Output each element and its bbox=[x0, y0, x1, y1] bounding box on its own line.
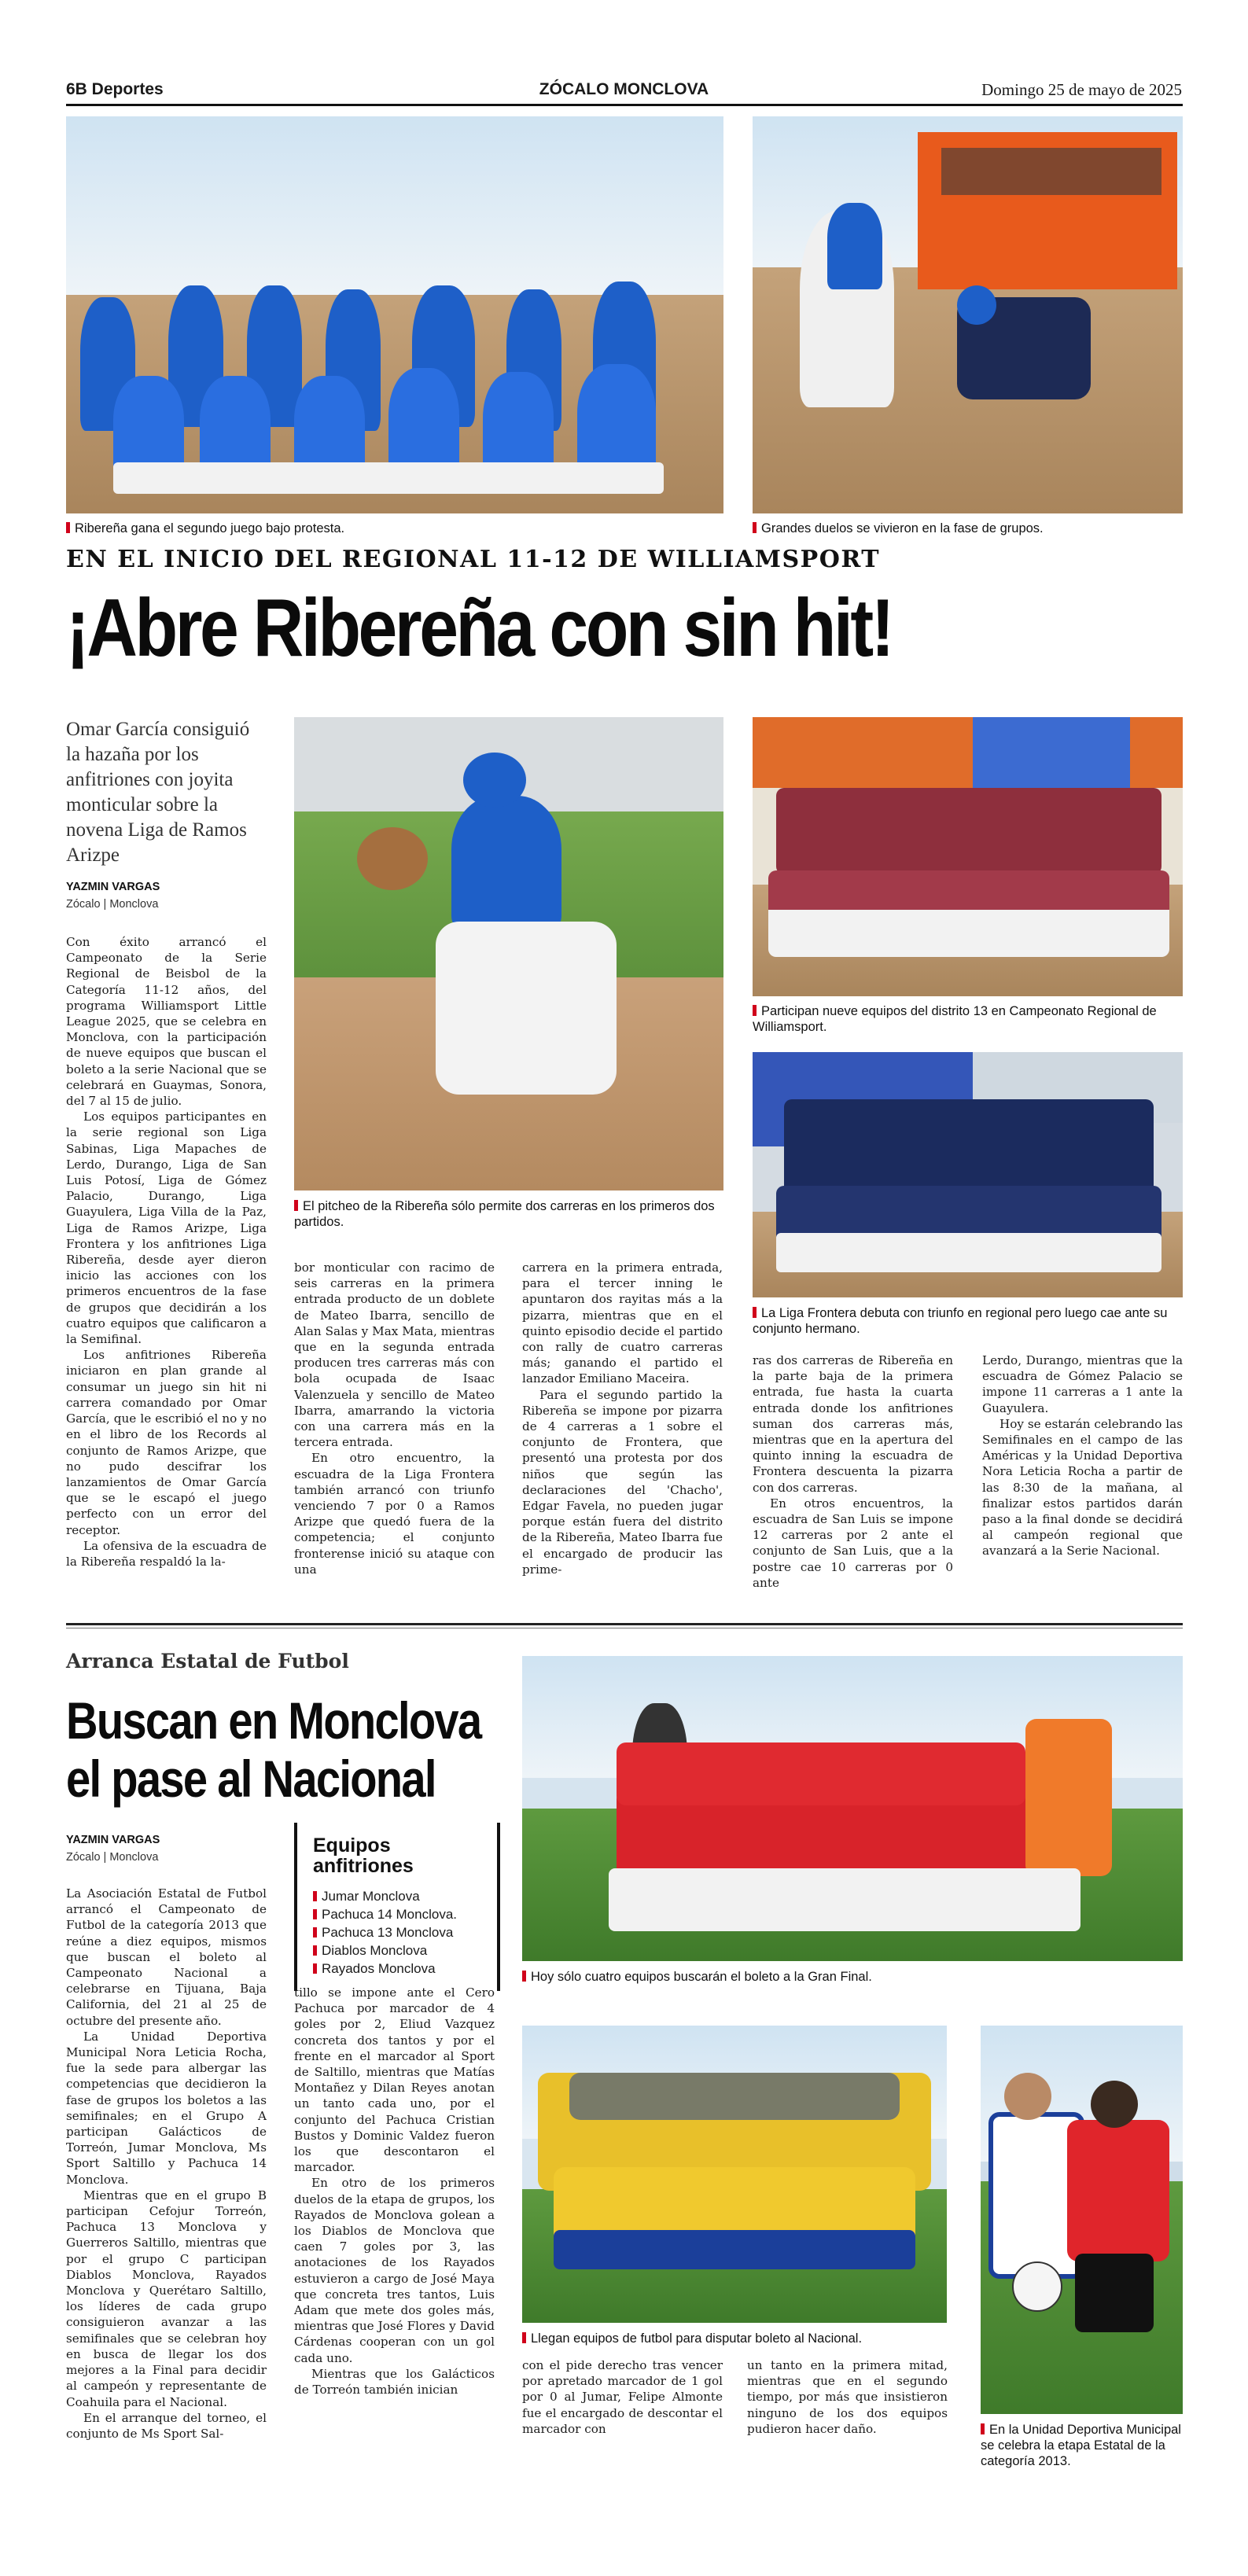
story1-paragraph: Con éxito arrancó el Campeonato de la Serie Regional de Beisbol de la Categoría 11-12 años, del programa Williamsport Little League 2025, que se celebra en Monclova, con la participación de nueve equipos que buscan el boleto a la serie Nacional que se celebrará en Guaymas, Sonora, del 7 al 15 de julio. bbox=[66, 935, 267, 1109]
story2-headline-line2: el pase al Nacional bbox=[66, 1750, 436, 1808]
story2-paragraph: Mientras que los Galácticos de Torreón también inician bbox=[294, 2366, 495, 2398]
story1-headline: ¡Abre Ribereña con sin hit! bbox=[66, 583, 893, 674]
photo-soccer-yellow-team bbox=[522, 2026, 947, 2323]
caption-photo-2: Grandes duelos se vivieron en la fase de grupos. bbox=[753, 521, 1183, 536]
photo-baseball-slide bbox=[753, 116, 1183, 513]
photo-pitcher bbox=[294, 717, 723, 1190]
story1-paragraph: Los equipos participantes en la serie regional son Liga Sabinas, Liga Mapaches de Lerdo, Durango, Liga de San Luis Potosí, Liga de Gómez Palacio, Durango, Liga Guayulera, Liga Villa de la Paz, Liga de Ramos Arizpe, Liga Frontera y los anfitriones Liga Ribereña, desde ayer dieron inicio las acciones con los primeros encuentros de la fase de grupos que decidirán a los cuatro equipos que calificaron a la Semifinal. bbox=[66, 1110, 267, 1347]
story2-paragraph: La Unidad Deportiva Municipal Nora Leticia Rocha, fue la sede para albergar las competencias que decidieron la fase de grupos los boletos a las semifinales; en el Grupo A participan Galácticos de Torreón, Jumar Monclova, Ms Sport Saltillo y Pachuca 14 Monclova. bbox=[66, 2029, 267, 2187]
section-label: 6B Deportes bbox=[66, 80, 164, 98]
story2-outlet: Zócalo | Monclova bbox=[66, 1851, 159, 1864]
story1-paragraph: Para el segundo partido la Ribereña se impone por pizarra de 4 carreras a 1 sobre el conjunto de Frontera, que presentó una protesta por dos niños que según las declaraciones del 'Chacho', Edgar Favela, no pueden jugar porque están fuera del distrito de la Ribereña, Mateo Ibarra fue el encargado de producir las prime- bbox=[522, 1387, 723, 1577]
story1-kicker: EN EL INICIO DEL REGIONAL 11-12 DE WILLIAMSPORT bbox=[66, 546, 881, 573]
caption-photo-5: La Liga Frontera debuta con triunfo en regional pero luego cae ante su conjunto hermano. bbox=[753, 1306, 1168, 1336]
story1-paragraph: Lerdo, Durango, mientras que la escuadra de Gómez Palacio se impone 11 carreras a 1 ante la Guayulera. bbox=[982, 1353, 1183, 1415]
story1-column-5 bbox=[982, 1352, 1183, 1559]
host-team-item: Jumar Monclova bbox=[313, 1887, 483, 1905]
photo-team-district13 bbox=[753, 717, 1183, 996]
story2-column-4 bbox=[747, 2357, 948, 2437]
story2-paragraph: En otro de los primeros duelos de la etapa de grupos, los Rayados de Monclova golean a los Diablos de Monclova que caen 7 goles por 3, las anotaciones de los Rayados estuvieron a cargo de José Maya que concreta tres tantos, Luis Adam que mete dos goles más, mientras que José Flores y David Cárdenas cooperan con un gol cada uno. bbox=[294, 2176, 495, 2365]
caption-soccer-3: En la Unidad Deportiva Municipal se celebra la etapa Estatal de la categoría 2013. bbox=[981, 2423, 1181, 2468]
host-teams-list bbox=[313, 1887, 483, 1978]
host-team-item: Rayados Monclova bbox=[313, 1960, 483, 1978]
photo-team-ribereña bbox=[66, 116, 723, 513]
story2-kicker: Arranca Estatal de Futbol bbox=[66, 1650, 349, 1673]
caption-photo-3: El pitcheo de la Ribereña sólo permite dos carreras en los primeros dos partidos. bbox=[294, 1199, 715, 1229]
story1-column-3 bbox=[522, 1260, 723, 1577]
story1-paragraph: Los anfitriones Ribereña iniciaron en plan grande al consumar un juego sin hit ni carrera comandado por Omar García, que le escribió el no y no en el libro de los Records al conjunto de Ramos Arizpe, que no pudo descifrar los lanzamientos de Omar García que se le escapó el juego perfecto con un error del receptor. bbox=[66, 1348, 267, 1537]
story2-headline-line1: Buscan en Monclova bbox=[66, 1691, 481, 1750]
story1-outlet: Zócalo | Monclova bbox=[66, 898, 159, 911]
caption-photo-1: Ribereña gana el segundo juego bajo protesta. bbox=[66, 521, 723, 536]
caption-soccer-1: Hoy sólo cuatro equipos buscarán el boleto a la Gran Final. bbox=[522, 1969, 1183, 1985]
story2-column-2 bbox=[294, 1985, 495, 2398]
story2-paragraph: En el arranque del torneo, el conjunto de Ms Sport Sal- bbox=[66, 2410, 267, 2441]
caption-photo-4: Participan nueve equipos del distrito 13 en Campeonato Regional de Williamsport. bbox=[753, 1004, 1157, 1034]
header-rule bbox=[66, 104, 1183, 106]
story2-paragraph: con el pide derecho tras vencer por apretado marcador de 1 gol por 0 al Jumar, Felipe Almonte fue el encargado de descontar el marcador con bbox=[522, 2358, 723, 2436]
story1-column-2 bbox=[294, 1260, 495, 1577]
photo-soccer-red-team bbox=[522, 1656, 1183, 1961]
story1-paragraph: Hoy se estarán celebrando las Semifinales en el campo de las Américas y la Unidad Deportiva Nora Leticia Rocha a partir de las 8:30 de la mañana, al finalizar estos partidos darán paso a la final donde se decidirá al campeón regional que avanzará a la Serie Nacional. bbox=[982, 1416, 1183, 1558]
story2-paragraph: un tanto en la primera mitad, mientras que en el segundo tiempo, por más que insistieron ninguno de los dos equipos pudieron hacer daño. bbox=[747, 2358, 948, 2436]
story2-paragraph: La Asociación Estatal de Futbol arrancó el Campeonato de Futbol de la categoría 2013 que reúne a diez equipos, mismos que buscan el boleto al Campeonato Nacional a celebrarse en Tijuana, Baja California, del 21 al 25 de octubre del presente año. bbox=[66, 1886, 267, 2028]
story1-deck: Omar García consiguió la hazaña por los anfitriones con joyita monticular sobre la novena Liga de Ramos Arizpe bbox=[66, 719, 250, 866]
story2-column-1 bbox=[66, 1886, 267, 2442]
story1-column-4 bbox=[753, 1352, 953, 1591]
story1-paragraph: carrera en la primera entrada, para el tercer inning le apuntaron dos rayitas más a la pizarra, mientras que en el quinto episodio decide el partido con rally de cuatro carreras más; ganando el partido el lanzador Emiliano Maceira. bbox=[522, 1260, 723, 1386]
paper-name: ZÓCALO MONCLOVA bbox=[539, 80, 709, 98]
story2-paragraph: tillo se impone ante el Cero Pachuca por marcador de 4 goles por 2, Eliud Vazquez concreta dos tantos y por el frente en el marcador al Sport de Saltillo, mientras que Matías Montañez y Dilan Reyes anotan un tanto cada uno, por el conjunto del Pachuca Cristian Bustos y Dominic Valdez fueron los que descontaron el marcador. bbox=[294, 1985, 495, 2175]
story1-paragraph: La ofensiva de la escuadra de la Ribereña respaldó la la- bbox=[66, 1538, 267, 1569]
section-divider bbox=[66, 1623, 1183, 1625]
story1-paragraph: En otro encuentro, la escuadra de la Liga Frontera también arrancó con triunfo venciendo 7 por 0 a Ramos Arizpe que quedó fuera de la competencia; el conjunto fronterense inició su ataque con una bbox=[294, 1451, 495, 1577]
caption-soccer-2: Llegan equipos de futbol para disputar boleto al Nacional. bbox=[522, 2331, 947, 2346]
story1-paragraph: bor monticular con racimo de seis carreras en la primera entrada producto de un doblete de Mateo Ibarra, sencillo de Alan Salas y Max Mata, mientras que en la segunda entrada producen tres carreras más con bola ocupada de Isaac Valenzuela y sencillo de Mateo Ibarra, amarrando la victoria con una carrera más en la tercera entrada. bbox=[294, 1260, 495, 1450]
story1-author: YAZMIN VARGAS bbox=[66, 881, 160, 893]
host-team-item: Pachuca 13 Monclova bbox=[313, 1923, 483, 1941]
story1-paragraph: ras dos carreras de Ribereña en la parte baja de la primera entrada, fue hasta la cuarta entrada donde los anfitriones suman dos carreras más, mientras que en la apertura del quinto inning la escuadra de Frontera descuenta la pizarra con dos carreras. bbox=[753, 1353, 953, 1495]
host-team-item: Pachuca 14 Monclova. bbox=[313, 1905, 483, 1923]
story2-column-3 bbox=[522, 2357, 723, 2437]
story2-paragraph: Mientras que en el grupo B participan Cefojur Torreón, Pachuca 13 Monclova y Guerreros Saltillo, mientras que por el grupo C participan Diablos Monclova, Rayados Monclova y Querétaro Saltillo, los líderes de cada grupo consiguieron avanzar a las semifinales que se celebran hoy en busca de llegar los dos mejores a la Final para decidir al campeón y representante de Coahuila para el Nacional. bbox=[66, 2188, 267, 2409]
photo-team-frontera bbox=[753, 1052, 1183, 1297]
host-team-item: Diablos Monclova bbox=[313, 1941, 483, 1960]
host-teams-title: Equipos anfitriones bbox=[313, 1834, 414, 1877]
story1-paragraph: En otros encuentros, la escuadra de San Luis se impone 12 carreras por 2 ante el conjunto de San Luis, que a la postre cae 10 carreras por 0 ante bbox=[753, 1496, 953, 1590]
story1-column-1 bbox=[66, 934, 267, 1570]
photo-soccer-action bbox=[981, 2026, 1183, 2414]
host-teams-box bbox=[294, 1823, 500, 1991]
issue-date: Domingo 25 de mayo de 2025 bbox=[981, 80, 1182, 99]
story2-author: YAZMIN VARGAS bbox=[66, 1834, 160, 1846]
